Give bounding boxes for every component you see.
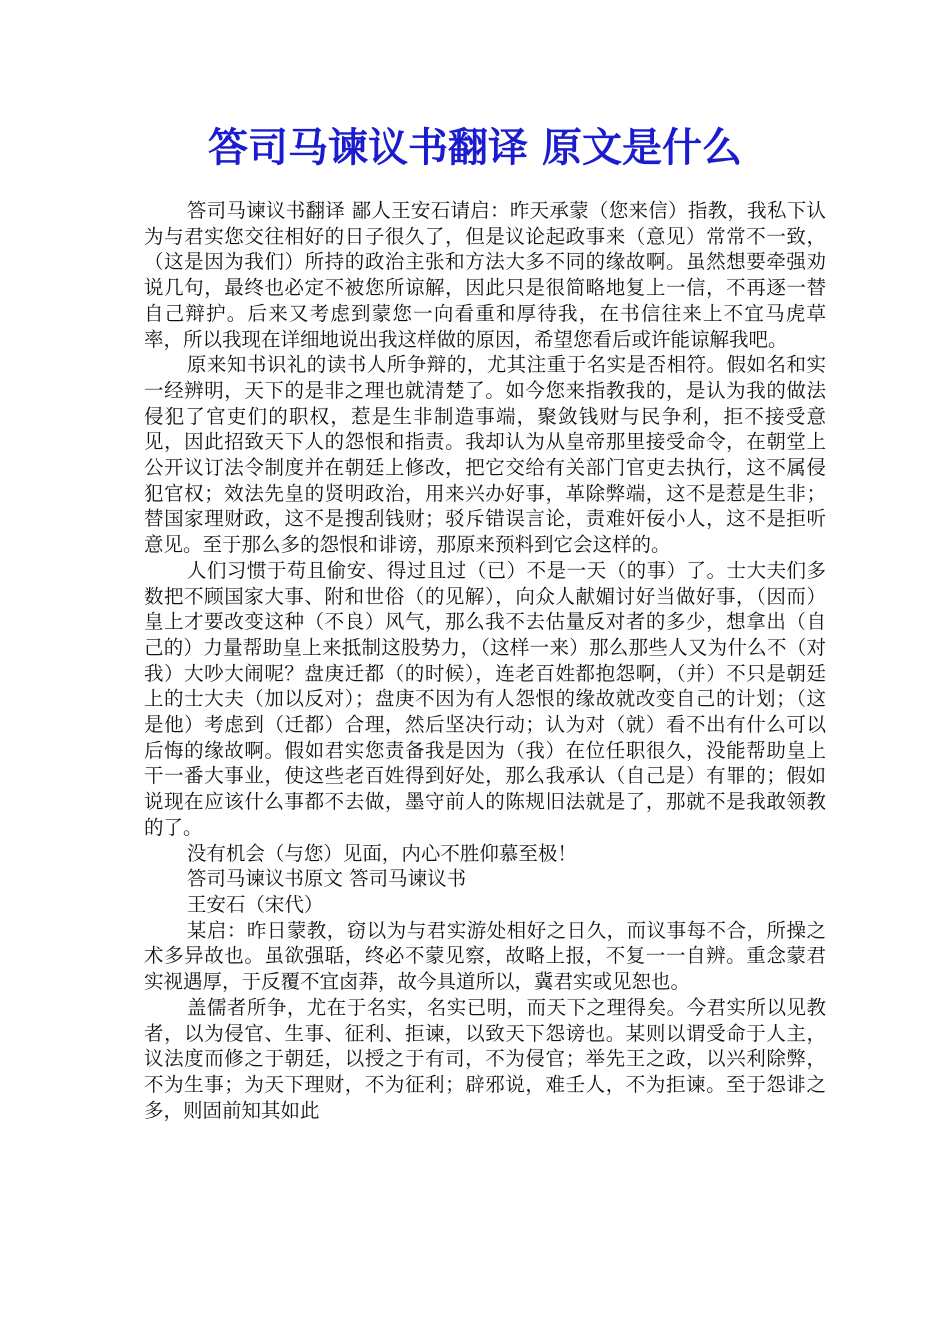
paragraph-translation-closing: 没有机会（与您）见面，内心不胜仰慕至极！ xyxy=(186,841,577,865)
original-text-heading: 答司马谏议书原文 答司马谏议书 xyxy=(186,867,467,891)
original-text-author: 王安石（宋代） xyxy=(186,892,324,916)
document-title: 答司马谏议书翻译 原文是什么 xyxy=(208,124,742,171)
paragraph-original-2: 盖儒者所争，尤在于名实，名实已明，而天下之理得矣。今君实所以见教者，以为侵官、生事、征利、拒谏，以致天下怨谤也。某则以谓受命于人主，议法度而修之于朝廷，以授之于有司，不为侵官；举先王之政，以兴利除弊，不为生事；为天下理财，不为征利；辟邪说，难壬人，不为拒谏。至于怨诽之多，则固前知其如此 xyxy=(144,995,826,1122)
paragraph-translation-1: 答司马谏议书翻译 鄙人王安石请启：昨天承蒙（您来信）指教，我私下认为与君实您交往相好的日子很久了，但是议论起政事来（意见）常常不一致，（这是因为我们）所持的政治主张和方法大多不同的缘故啊。虽然想要牵强劝说几句，最终也必定不被您所谅解，因此只是很简略地复上一信，不再逐一替自己辩护。后来又考虑到蒙您一向看重和厚待我，在书信往来上不宜马虎草率，所以我现在详细地说出我这样做的原因，希望您看后或许能谅解我吧。 xyxy=(144,199,826,351)
document-body xyxy=(144,198,826,1123)
paragraph-translation-3: 人们习惯于苟且偷安、得过且过（已）不是一天（的事）了。士大夫们多数把不顾国家大事、附和世俗（的见解），向众人献媚讨好当做好事，（因而）皇上才要改变这种（不良）风气，那么我不去估量反对者的多少，想拿出（自己的）力量帮助皇上来抵制这股势力，（这样一来）那么那些人又为什么不（对我）大吵大闹呢？盘庚迁都（的时候），连老百姓都抱怨啊，（并）不只是朝廷上的士大夫（加以反对）；盘庚不因为有人怨恨的缘故就改变自己的计划；（这是他）考虑到（迁都）合理，然后坚决行动；认为对（就）看不出有什么可以后悔的缘故啊。假如君实您责备我是因为（我）在位任职很久，没能帮助皇上干一番大事业，使这些老百姓得到好处，那么我承认（自己是）有罪的；假如说现在应该什么事都不去做，墨守前人的陈规旧法就是了，那就不是我敢领教的了。 xyxy=(144,558,826,839)
paragraph-original-1: 某启：昨日蒙教，窃以为与君实游处相好之日久，而议事每不合，所操之术多异故也。虽欲强聒，终必不蒙见察，故略上报，不复一一自辨。重念蒙君实视遇厚，于反覆不宜卤莽，故今具道所以，冀君实或见恕也。 xyxy=(144,918,826,994)
paragraph-translation-2: 原来知书识礼的读书人所争辩的，尤其注重于名实是否相符。假如名和实一经辨明，天下的是非之理也就清楚了。如今您来指教我的，是认为我的做法侵犯了官吏们的职权，惹是生非制造事端，聚敛钱财与民争利，拒不接受意见，因此招致天下人的怨恨和指责。我却认为从皇帝那里接受命令，在朝堂上公开议订法令制度并在朝廷上修改，把它交给有关部门官吏去执行，这不属侵犯官权；效法先皇的贤明政治，用来兴办好事，革除弊端，这不是惹是生非；替国家理财政，这不是搜刮钱财；驳斥错误言论，责难奸佞小人，这不是拒听意见。至于那么多的怨恨和诽谤，那原来预料到它会这样的。 xyxy=(144,353,826,557)
